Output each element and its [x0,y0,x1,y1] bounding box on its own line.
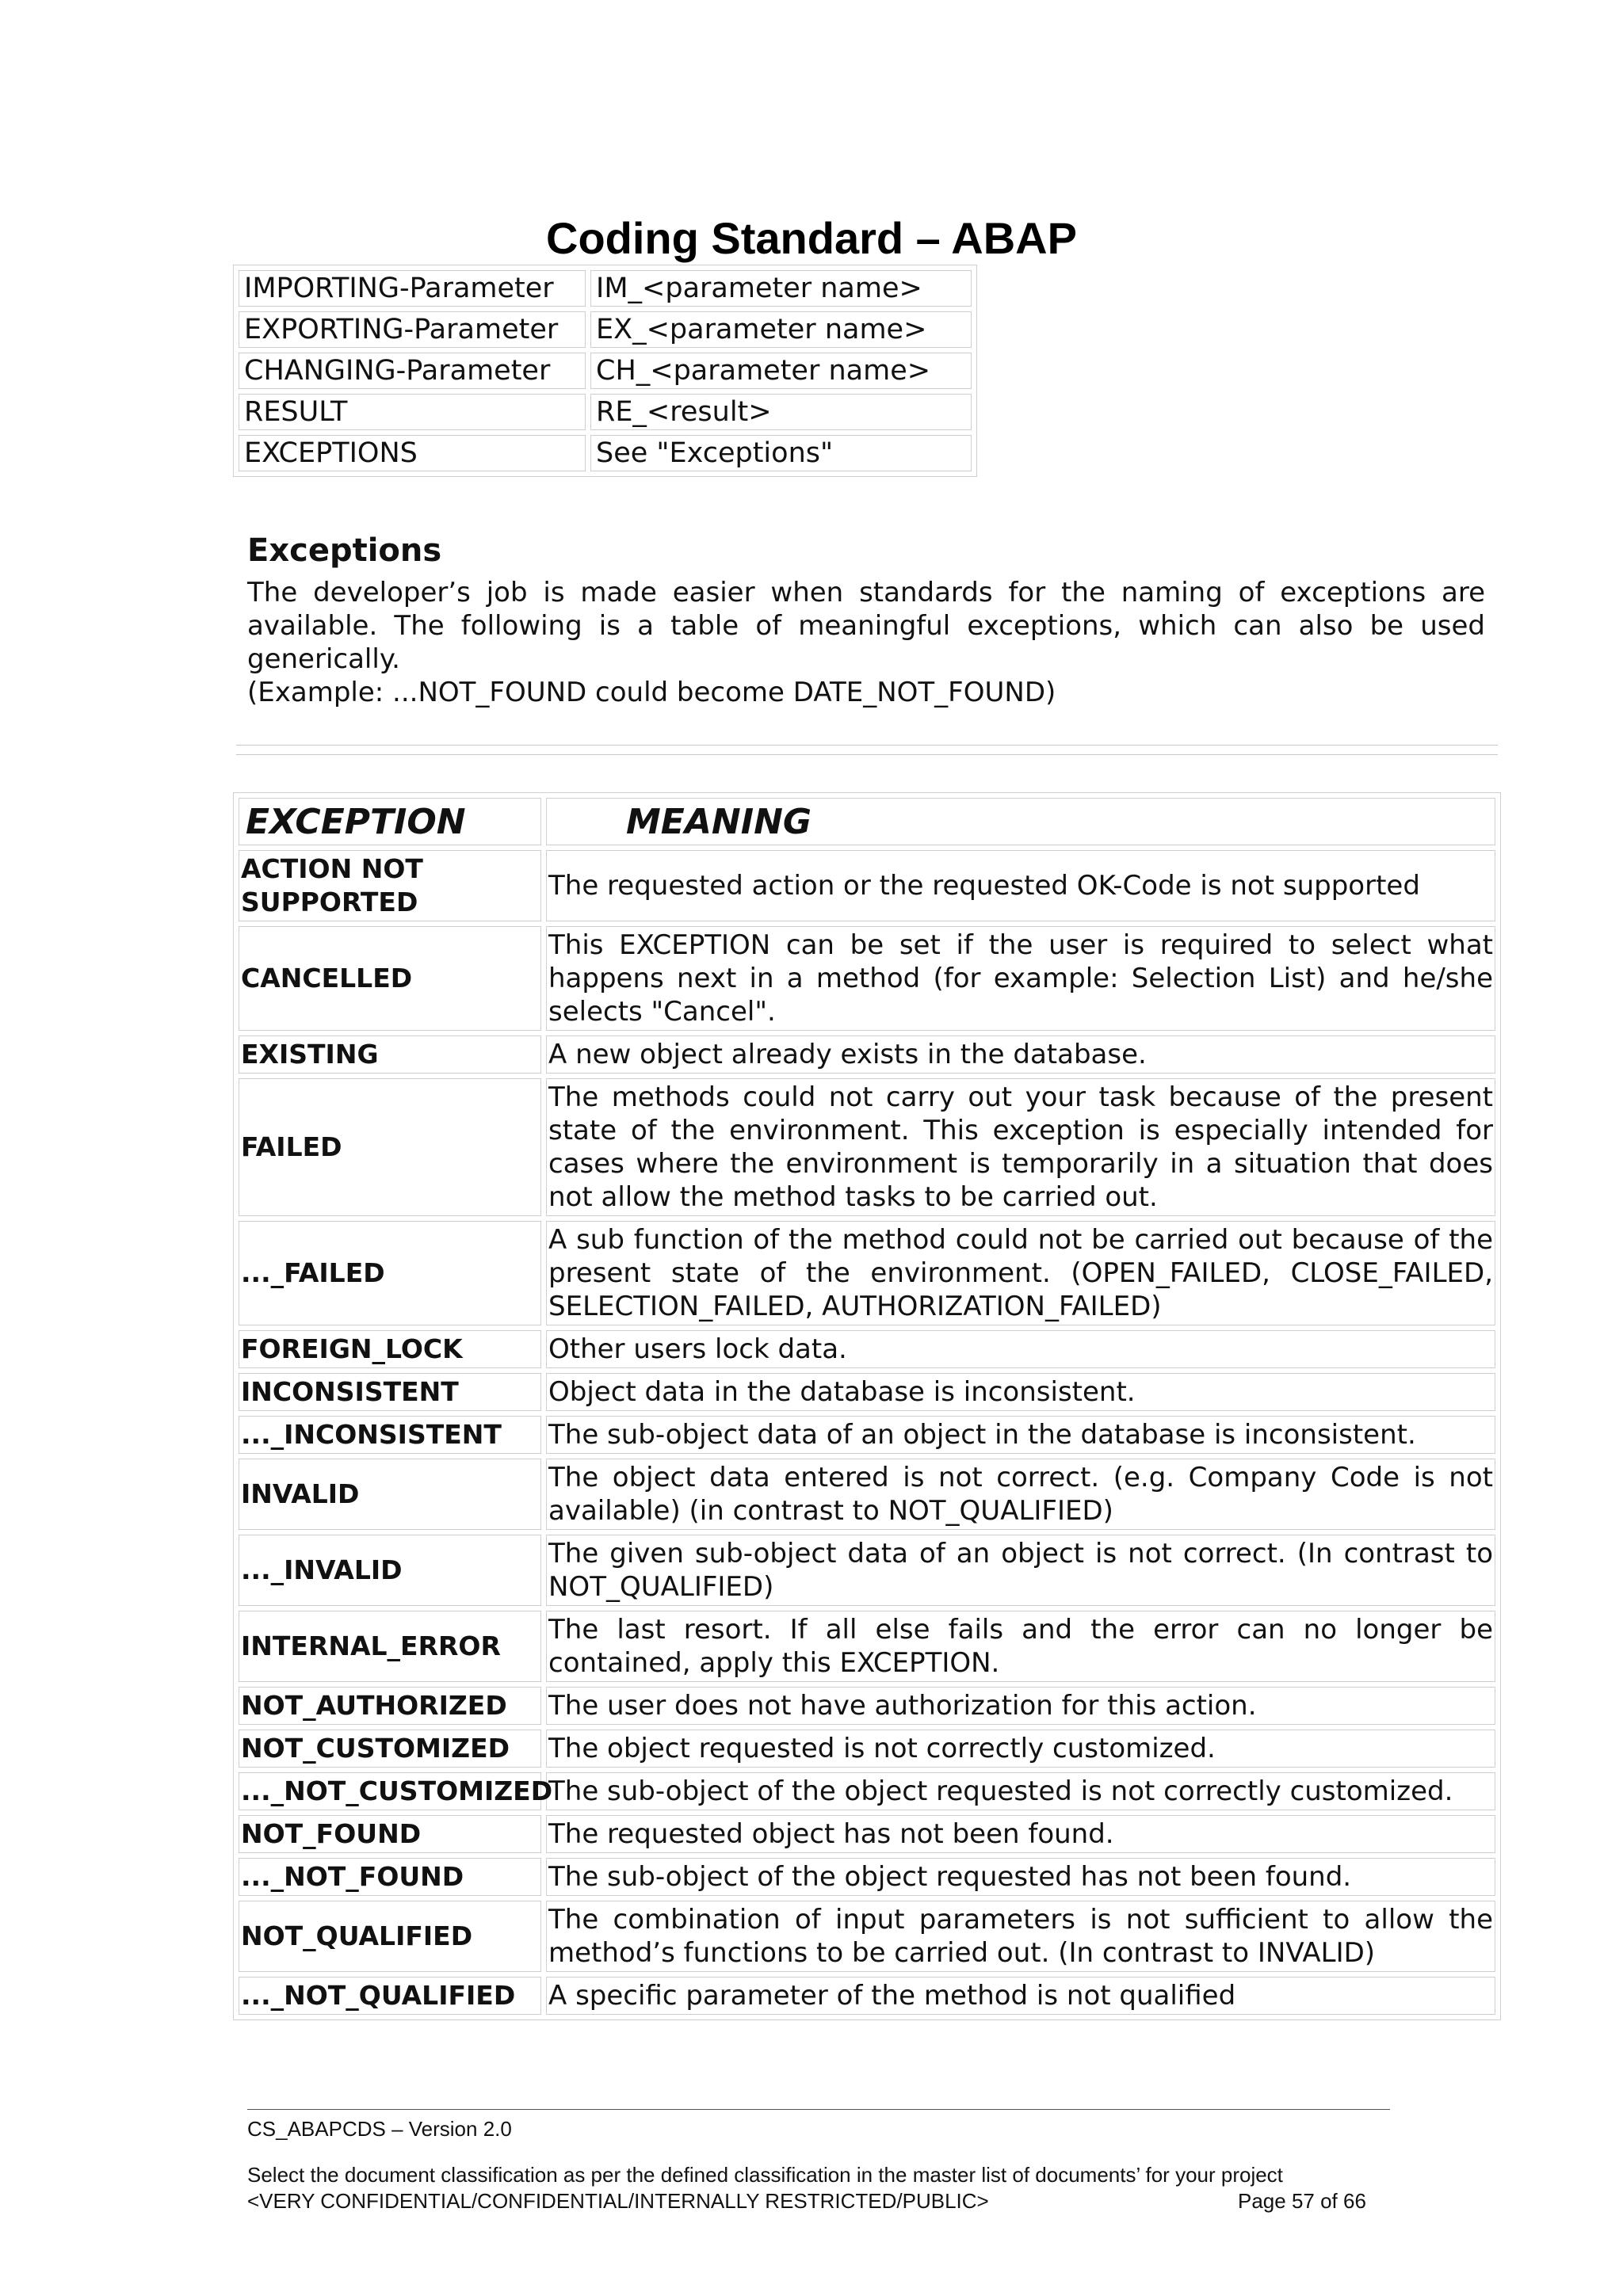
page-number: Page 57 of 66 [1238,2189,1366,2213]
table-row [239,1078,1495,1216]
exception-name: ..._FAILED [239,1221,541,1325]
table-row [239,1373,1495,1411]
exception-meaning: The requested object has not been found. [546,1815,1495,1853]
table-row [239,926,1495,1031]
exception-name: NOT_AUTHORIZED [239,1687,541,1725]
section-divider [236,745,1498,746]
parameter-naming-table [233,265,977,477]
exception-name: NOT_CUSTOMIZED [239,1730,541,1768]
table-row [239,1687,1495,1725]
table-row [239,1977,1495,2015]
table-row [239,850,1495,921]
table-row [239,1330,1495,1368]
exception-table [233,792,1501,2020]
exception-name: INVALID [239,1459,541,1530]
exception-name: FAILED [239,1078,541,1216]
exceptions-heading: Exceptions [247,532,442,569]
parameter-prefix: See "Exceptions" [590,435,972,471]
parameter-row [239,270,972,307]
exception-meaning: The object requested is not correctly customized. [546,1730,1495,1768]
exception-meaning: The sub-object data of an object in the database is inconsistent. [546,1416,1495,1454]
page-title: Coding Standard – ABAP [546,213,1077,263]
parameter-row [239,394,972,430]
exception-name: INCONSISTENT [239,1373,541,1411]
exception-name: CANCELLED [239,926,541,1031]
exception-name: FOREIGN_LOCK [239,1330,541,1368]
parameter-row [239,353,972,389]
parameter-type: EXPORTING-Parameter [239,311,586,348]
section-divider [236,754,1498,755]
exception-meaning: Other users lock data. [546,1330,1495,1368]
exception-meaning: The requested action or the requested OK-Code is not supported [546,850,1495,921]
parameter-type: CHANGING-Parameter [239,353,586,389]
table-row [239,1901,1495,1972]
intro-paragraph: The developer’s job is made easier when standards for the naming of exceptions are available. The following is a table of meaningful exceptions, which can also be used generically. [247,577,1485,675]
parameter-type: RESULT [239,394,586,430]
parameter-prefix: RE_<result> [590,394,972,430]
table-row [239,1858,1495,1896]
table-row [239,1221,1495,1325]
exception-name: ..._INCONSISTENT [239,1416,541,1454]
table-row [239,1535,1495,1606]
intro-example: (Example: ...NOT_FOUND could become DATE_NOT_FOUND) [247,677,1056,708]
exception-name: ACTION NOT SUPPORTED [239,850,541,921]
header-meaning: MEANING [546,798,1495,845]
header-exception: EXCEPTION [239,798,541,845]
table-row [239,1611,1495,1682]
exception-meaning: The combination of input parameters is not sufficient to allow the method’s functions to be carried out. (In contrast to INVALID) [546,1901,1495,1972]
exception-name: EXISTING [239,1035,541,1074]
table-row [239,1730,1495,1768]
exception-meaning: A sub function of the method could not be carried out because of the present state of the environment. (OPEN_FAILED, CLOSE_FAILED, SELECTION_FAILED, AUTHORIZATION_FAILED) [546,1221,1495,1325]
exception-meaning: The sub-object of the object requested is not correctly customized. [546,1772,1495,1810]
exception-meaning: The sub-object of the object requested has not been found. [546,1858,1495,1896]
exceptions-intro [247,576,1485,709]
exception-meaning: Object data in the database is inconsistent. [546,1373,1495,1411]
footer-rule [247,2109,1390,2110]
parameter-row [239,311,972,348]
exception-meaning: A specific parameter of the method is not qualified [546,1977,1495,2015]
exception-name: NOT_FOUND [239,1815,541,1853]
exception-name: ..._NOT_QUALIFIED [239,1977,541,2015]
exception-meaning: The object data entered is not correct. (e.g. Company Code is not available) (in contrast to NOT_QUALIFIED) [546,1459,1495,1530]
table-row [239,1459,1495,1530]
footer-classification-levels: <VERY CONFIDENTIAL/CONFIDENTIAL/INTERNALLY RESTRICTED/PUBLIC> [247,2189,989,2213]
exception-meaning: The given sub-object data of an object is not correct. (In contrast to NOT_QUALIFIED) [546,1535,1495,1606]
parameter-type: EXCEPTIONS [239,435,586,471]
parameter-row [239,435,972,471]
exception-name: ..._NOT_CUSTOMIZED [239,1772,541,1810]
exception-meaning: The last resort. If all else fails and the error can no longer be contained, apply this EXCEPTION. [546,1611,1495,1682]
exception-meaning: The user does not have authorization for this action. [546,1687,1495,1725]
exception-meaning: The methods could not carry out your task because of the present state of the environment. This exception is especially intended for cases where the environment is temporarily in a situation that does not allow the method tasks to be carried out. [546,1078,1495,1216]
exception-name: ..._INVALID [239,1535,541,1606]
table-row [239,1772,1495,1810]
parameter-prefix: EX_<parameter name> [590,311,972,348]
footer-doc-id: CS_ABAPCDS – Version 2.0 [247,2117,512,2141]
table-row [239,1815,1495,1853]
exception-table-header [239,798,1495,845]
exception-name: ..._NOT_FOUND [239,1858,541,1896]
exception-meaning: A new object already exists in the database. [546,1035,1495,1074]
table-row [239,1035,1495,1074]
footer-classification-note: Select the document classification as per the defined classification in the master list of documents’ for your project [247,2163,1283,2187]
table-row [239,1416,1495,1454]
parameter-type: IMPORTING-Parameter [239,270,586,307]
exception-name: NOT_QUALIFIED [239,1901,541,1972]
parameter-prefix: CH_<parameter name> [590,353,972,389]
exception-meaning: This EXCEPTION can be set if the user is required to select what happens next in a method (for example: Selection List) and he/she selects "Cancel". [546,926,1495,1031]
exception-name: INTERNAL_ERROR [239,1611,541,1682]
parameter-prefix: IM_<parameter name> [590,270,972,307]
